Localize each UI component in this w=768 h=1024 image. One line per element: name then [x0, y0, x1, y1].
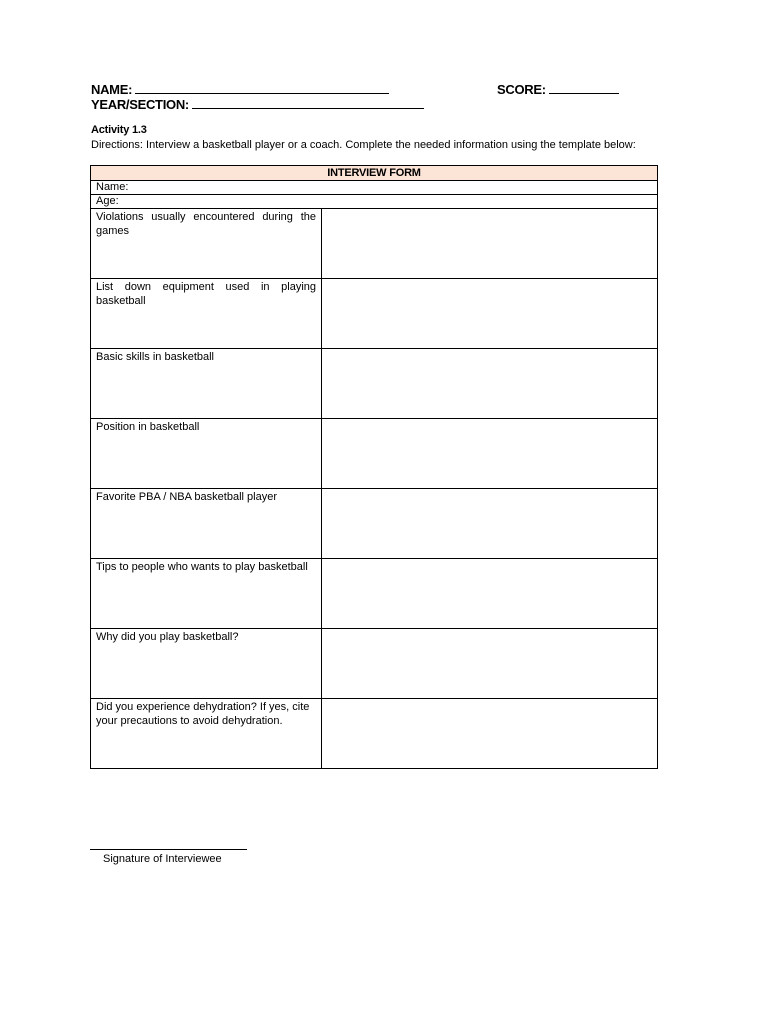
- answer-cell-basic-skills[interactable]: [322, 349, 658, 419]
- name-blank-line[interactable]: [135, 81, 389, 94]
- score-blank-line[interactable]: [549, 81, 619, 94]
- answer-cell-dehydration[interactable]: [322, 699, 658, 769]
- answer-cell-why-play[interactable]: [322, 629, 658, 699]
- signature-line[interactable]: [90, 849, 247, 850]
- score-label: SCORE:: [497, 82, 546, 97]
- question-violations: Violations usually encountered during the games: [91, 209, 322, 279]
- score-field-row: [497, 81, 619, 97]
- question-favorite-player: Favorite PBA / NBA basketball player: [91, 489, 322, 559]
- question-position: Position in basketball: [91, 419, 322, 489]
- table-row: [91, 559, 658, 629]
- interviewee-age-row: [91, 195, 658, 209]
- table-row: [91, 699, 658, 769]
- table-row: [91, 489, 658, 559]
- question-basic-skills: Basic skills in basketball: [91, 349, 322, 419]
- name-label: NAME:: [91, 82, 133, 97]
- form-title: INTERVIEW FORM: [91, 166, 658, 181]
- year-section-blank-line[interactable]: [192, 96, 424, 109]
- interviewee-age-field[interactable]: Age:: [91, 195, 658, 209]
- interviewee-name-row: [91, 181, 658, 195]
- table-row: [91, 279, 658, 349]
- activity-title: Activity 1.3: [91, 124, 147, 136]
- table-row: [91, 209, 658, 279]
- answer-cell-favorite-player[interactable]: [322, 489, 658, 559]
- form-title-row: [91, 166, 658, 181]
- question-why-play: Why did you play basketball?: [91, 629, 322, 699]
- interview-form-table: [90, 165, 658, 769]
- answer-cell-tips[interactable]: [322, 559, 658, 629]
- answer-cell-equipment[interactable]: [322, 279, 658, 349]
- year-section-field-row: [91, 96, 424, 112]
- table-row: [91, 349, 658, 419]
- question-dehydration: Did you experience dehydration? If yes, cite your precautions to avoid dehydration.: [91, 699, 322, 769]
- question-equipment: List down equipment used in playing basketball: [91, 279, 322, 349]
- signature-label: Signature of Interviewee: [103, 853, 222, 865]
- table-row: [91, 419, 658, 489]
- year-section-label: YEAR/SECTION:: [91, 97, 189, 112]
- answer-cell-violations[interactable]: [322, 209, 658, 279]
- answer-cell-position[interactable]: [322, 419, 658, 489]
- name-field-row: [91, 81, 389, 97]
- table-row: [91, 629, 658, 699]
- question-tips: Tips to people who wants to play basketball: [91, 559, 322, 629]
- directions-text: Directions: Interview a basketball player or a coach. Complete the needed information using the template below:: [91, 139, 636, 151]
- interviewee-name-field[interactable]: Name:: [91, 181, 658, 195]
